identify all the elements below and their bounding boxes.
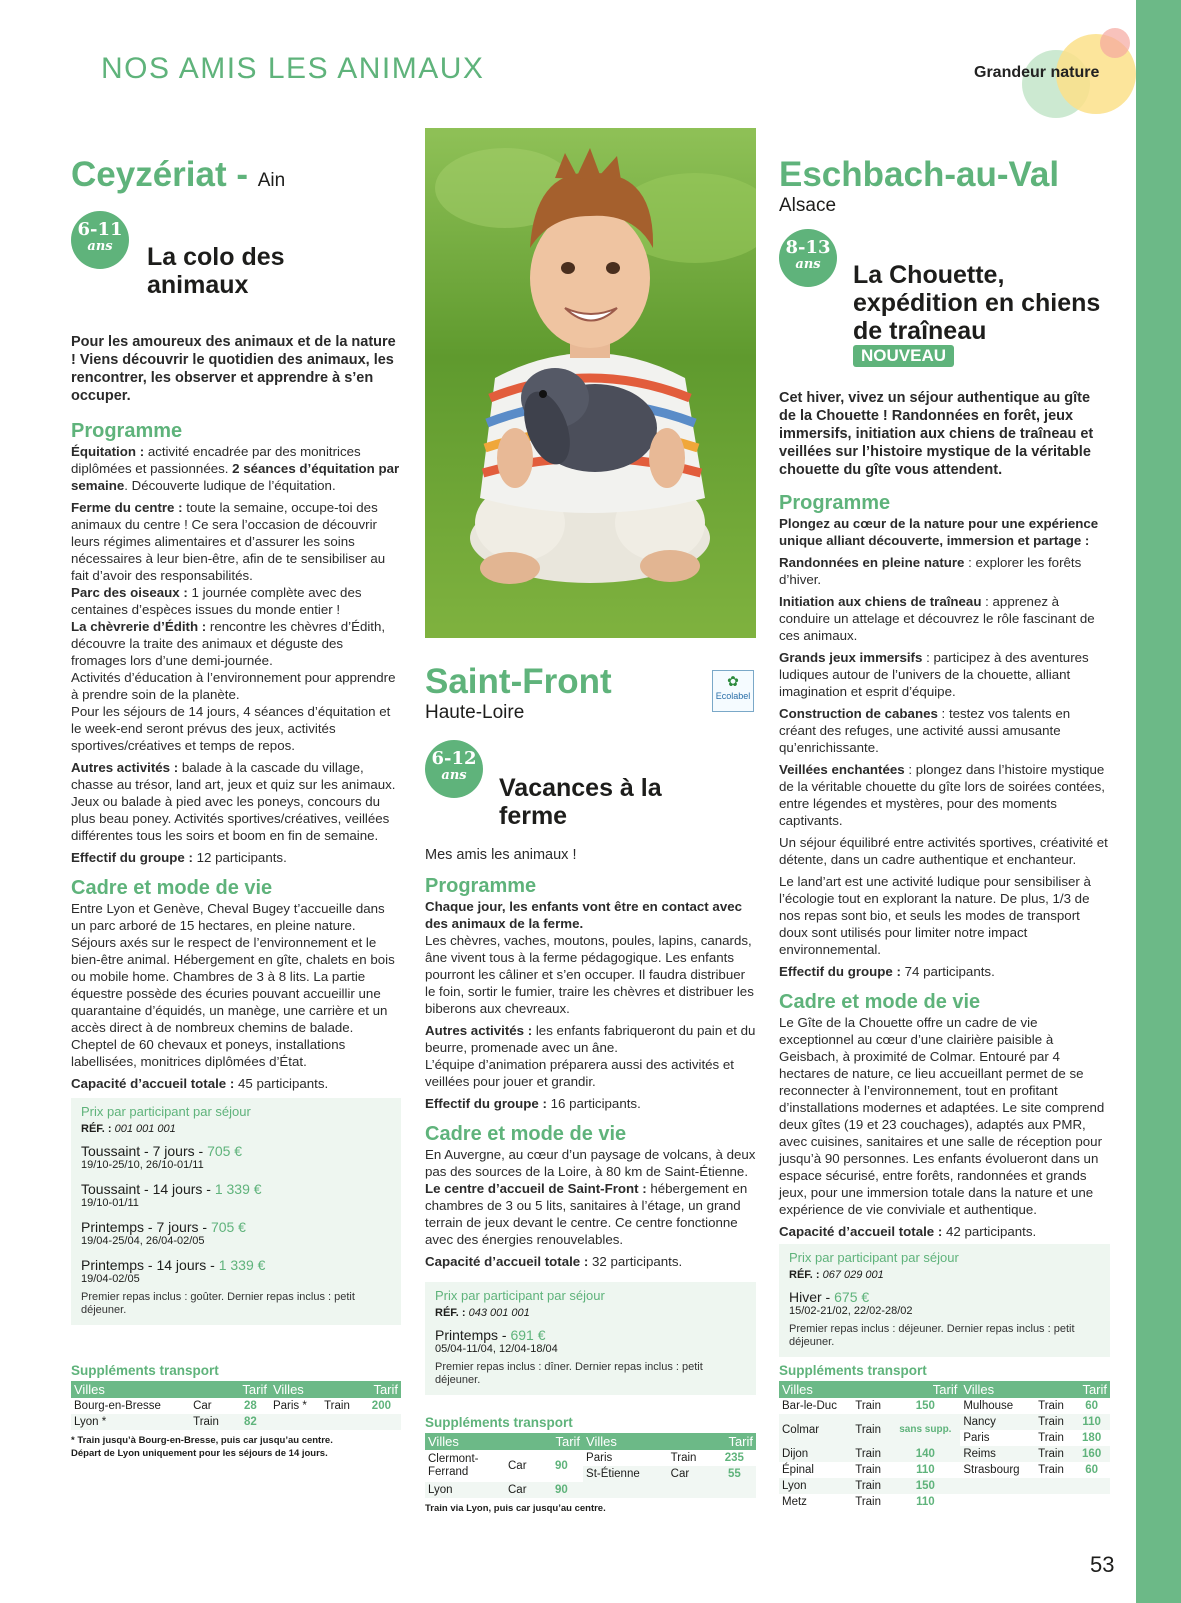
- cadre-heading: Cadre et mode de vie: [425, 1123, 627, 1145]
- cadre-heading: Cadre et mode de vie: [779, 991, 981, 1013]
- cadre-text: En Auvergne, au cœur d’un paysage de volcans, à deux pas des sources de la Loire, à 80 km de Saint-Étienne.: [425, 1147, 756, 1179]
- price-row: Hiver - 675 € 15/02-21/02, 22/02-28/02: [789, 1289, 913, 1317]
- effectif: Effectif du groupe : 16 participants.: [425, 1096, 641, 1111]
- price-box: [71, 1098, 401, 1325]
- equipe-text: L’équipe d’animation préparera aussi des activités et veillées pour jouer et grandir.: [425, 1057, 734, 1089]
- region-name: Alsace: [779, 195, 837, 216]
- programme-heading: Programme: [425, 875, 537, 897]
- programme-cabanes: Construction de cabanes : testez vos talents en créant des refuges, une activité aussi amusante qu’enrichissante.: [779, 706, 1071, 755]
- programme-ferme: Ferme du centre : toute la semaine, occupe-toi des animaux du centre ! Ce sera l’occasion de découvrir leurs régimes alimentaires et d’assurer les soins nécessaires à leur bien-être, afin de te sensibiliser au fait d’avoir des responsabilités.: [71, 500, 386, 583]
- new-badge: NOUVEAU: [853, 345, 954, 367]
- boy-with-rabbit-photo: [425, 128, 756, 638]
- price-row: Toussaint - 14 jours - 1 339 € 19/10-01/11: [81, 1181, 262, 1209]
- table-row: Lyon * Train 82: [71, 1414, 401, 1430]
- ecolabel-text: Ecolabel: [715, 691, 751, 701]
- transport-supplements: [779, 1363, 1110, 1510]
- meals-note: Premier repas inclus : déjeuner. Dernier repas inclus : petit déjeuner.: [789, 1323, 1075, 1348]
- effectif: Effectif du groupe : 74 participants.: [779, 964, 995, 979]
- programme-heading: Programme: [779, 492, 891, 514]
- supplements-table: Villes Tarif Villes Tarif Bourg-en-Bresse Car 28 Paris * Train 200 Lyon * Train 82: [71, 1381, 401, 1430]
- programme-oiseaux: Parc des oiseaux : 1 journée complète avec des centaines d’espèces issues du monde entier !: [71, 585, 362, 617]
- cadre-text: Le Gîte de la Chouette offre un cadre de vie exceptionnel au cœur d’une clairière paisible à Geisbach, à proximité de Colmar. Entouré par 4 hectares de nature, ce lieu accueillant permet de se reconnecter à l’environnement, tout en profitant d’installations modernes et adaptées. Le site comprend deux gîtes (19 et 23 couchages), adaptés aux PMR, avec cuisines, sanitaires et une salle de réception pour jusqu’à 90 personnes. Les enfants évolueront dans un espace sécurisé, entre forêts, randonnées et grands jeux, pour une immersion totale dans la nature et une expérience de vie conviviale et authentique.: [779, 1015, 1105, 1217]
- autres-activites: Autres activités : les enfants fabriqueront du pain et du beurre, promenade avec un âne.: [425, 1023, 756, 1055]
- programme-14-jours: Pour les séjours de 14 jours, 4 séances d’équitation et le week-end seront prévus des jeux, activités sportives/créatives et temps de repos.: [71, 704, 391, 753]
- stay-title: La colo des animaux: [147, 243, 285, 299]
- landart-text: Le land’art est une activité ludique pour sensibiliser à l’écologie tout en explorant la nature. De plus, 1/3 de nos repas sont bio, et seuls les modes de transport doux sont utilisés pour limiter notre impact environnemental.: [779, 874, 1091, 957]
- programme-text: Les chèvres, vaches, moutons, poules, lapins, canards, âne vivent tous à la ferme pédagogique. Les enfants pourront les câliner et s’en occuper. Il faudra distribuer le foin, sortir le fumier, traire les chèvres et distribuer les biberons aux chevreaux.: [425, 933, 754, 1016]
- table-row: Épinal Train 110 Strasbourg Train 60: [782, 1464, 1099, 1476]
- reference: RÉF. : 043 001 001: [435, 1307, 530, 1319]
- meals-note: Premier repas inclus : goûter. Dernier repas inclus : petit déjeuner.: [81, 1291, 355, 1316]
- footnote: Train via Lyon, puis car jusqu’au centre.: [425, 1503, 606, 1514]
- table-row: St-Étienne Car 55: [425, 1466, 756, 1482]
- table-row: Dijon Train 140 Reims Train 160: [779, 1446, 1110, 1462]
- page-number: 53: [1090, 1552, 1115, 1577]
- ceyzeriat-column: [71, 155, 401, 1460]
- age-badge: 8-13 ans: [779, 229, 837, 287]
- table-row: Bar-le-Duc Train 150 Mulhouse Train 60: [782, 1400, 1099, 1412]
- transport-supplements: [425, 1415, 756, 1515]
- stay-title: Vacances à la ferme: [499, 774, 662, 830]
- meals-note: Premier repas inclus : dîner. Dernier repas inclus : petit déjeuner.: [435, 1361, 703, 1386]
- programme-chevrerie: La chèvrerie d’Édith : rencontre les chèvres d’Édith, découvre la traite des animaux et déguste des fromages lors d’une demi-journée.: [71, 619, 386, 668]
- price-box: [425, 1282, 756, 1395]
- programme-jeux: Grands jeux immersifs : participez à des aventures ludiques autour de l’univers de la chouette, alliant imagination et esprit d’équipe.: [779, 650, 1089, 699]
- effectif: Effectif du groupe : 12 participants.: [71, 850, 287, 865]
- saint-front-column: [425, 662, 756, 1515]
- supplements-table: Villes Tarif Villes Tarif Clermont-Ferrand Car 90 Paris Train 235 St-Étienne Car 55 Lyon Car 90: [425, 1433, 756, 1498]
- table-row: Bourg-en-Bresse Car 28 Paris * Train 200: [74, 1400, 391, 1412]
- pink-circle-icon: [1100, 28, 1130, 58]
- price-row: Toussaint - 7 jours - 705 € 19/10-25/10, 26/10-01/11: [81, 1143, 243, 1171]
- price-heading: Prix par participant par séjour: [789, 1250, 959, 1265]
- price-row: Printemps - 7 jours - 705 € 19/04-25/04, 26/04-02/05: [81, 1219, 246, 1247]
- photo-illustration: [425, 128, 756, 638]
- age-badge: 6-12 ans: [425, 740, 483, 798]
- city-name: Saint-Front: [425, 662, 612, 701]
- programme-lead: Plongez au cœur de la nature pour une expérience unique alliant découverte, immersion et partage :: [779, 516, 1099, 548]
- programme-rando: Randonnées en pleine nature : explorer les forêts d’hiver.: [779, 555, 1082, 587]
- intro-text: Cet hiver, vivez un séjour authentique au gîte de la Chouette ! Randonnées en forêt, jeux immersifs, initiation aux chiens de traîneau et veillées sur l’histoire mystique de la véritable chouette du gîte vous attendent.: [779, 390, 1094, 478]
- programme-initiation: Initiation aux chiens de traîneau : apprenez à conduire un attelage et découvrez le rôle fascinant de ces animaux.: [779, 594, 1095, 643]
- region-name: Haute-Loire: [425, 702, 525, 723]
- equilibre-text: Un séjour équilibré entre activités sportives, créativité et détente, dans un cadre authentique et enchanteur.: [779, 835, 1108, 867]
- centre-text: Le centre d’accueil de Saint-Front : hébergement en chambres de 3 ou 5 lits, sanitaires à l’étage, un grand terrain de jeux devant le centre. Ce centre fonctionne avec des énergies renouvelables.: [425, 1181, 748, 1247]
- capacite: Capacité d’accueil totale : 32 participants.: [425, 1254, 683, 1269]
- supplements-table: Villes Tarif Villes Tarif Bar-le-Duc Train 150 Mulhouse Train 60 Colmar Train sans supp. Nancy Train 110 Paris Train 180 Dijon Train 140 Reims Train 160 Épinal Train 110 Strasbourg Train 60 Lyon Train 150 Metz Train 110: [779, 1381, 1110, 1510]
- programme-veillees: Veillées enchantées : plongez dans l’histoire mystique de la véritable chouette du gîte lors de soirées contées, entre légendes et mystères, pour des moments captivants.: [779, 762, 1105, 828]
- autres-activites: Autres activités : balade à la cascade du village, chasse au trésor, land art, jeux et quiz sur les animaux. Jeux ou balade à pied avec les poneys, concours du plus beau poney. Activités sportives/créatives, veillées différentes tous les soirs et boom en fin de semaine.: [71, 760, 396, 843]
- price-box: [779, 1244, 1110, 1357]
- reference: RÉF. : 067 029 001: [789, 1269, 884, 1281]
- table-row: Lyon Train 150: [779, 1478, 1110, 1494]
- table-row: Metz Train 110: [779, 1494, 1110, 1510]
- section-title: NOS AMIS LES ANIMAUX: [101, 52, 485, 85]
- price-row: Printemps - 14 jours - 1 339 € 19/04-02/05: [81, 1257, 266, 1285]
- footnote: * Train jusqu’à Bourg-en-Bresse, puis car jusqu’au centre. Départ de Lyon uniquement pour les séjours de 14 jours.: [71, 1435, 333, 1459]
- capacite: Capacité d’accueil totale : 42 participants.: [779, 1224, 1037, 1239]
- programme-education: Activités d’éducation à l’environnement pour apprendre à prendre soin de la planète.: [71, 670, 396, 702]
- category-badge: [960, 28, 1130, 118]
- capacite: Capacité d’accueil totale : 45 participants.: [71, 1076, 329, 1091]
- flower-icon: ✿: [727, 673, 739, 689]
- table-row: Clermont-Ferrand Car 90 Paris Train 235: [428, 1452, 744, 1478]
- cadre-heading: Cadre et mode de vie: [71, 877, 273, 899]
- side-color-band: [1136, 0, 1181, 1603]
- intro-text: Mes amis les animaux !: [425, 847, 577, 863]
- supplements-heading: Suppléments transport: [779, 1363, 927, 1378]
- stay-title: La Chouette, expédition en chiens de traîneau: [853, 261, 1101, 345]
- supplements-heading: Suppléments transport: [425, 1415, 573, 1430]
- category-badge-label: Grandeur nature: [974, 64, 1100, 81]
- table-row: Paris Train 180: [963, 1432, 1102, 1444]
- intro-text: Pour les amoureux des animaux et de la nature ! Viens découvrir le quotidien des animaux, les rencontrer, les observer et apprendre à s’en occuper.: [71, 334, 396, 404]
- price-heading: Prix par participant par séjour: [435, 1288, 605, 1303]
- cadre-text: Entre Lyon et Genève, Cheval Bugey t’accueille dans un parc arboré de 15 hectares, en pleine nature. Séjours axés sur le respect de l’environnement et le bien-être animal. Hébergement en gîte, chalets en bois ou mobile home. Chambres de 3 à 8 lits. La partie équestre possède des écuries pouvant accueillir une quarantaine d’équidés, un manège, une carrière et un accès direct à de nombreux chemins de balade. Cheptel de 60 chevaux et poneys, installations labellisées, monitrices diplômées d’État.: [71, 901, 395, 1069]
- table-row: Lyon Car 90: [425, 1482, 756, 1498]
- transport-supplements: [71, 1363, 401, 1460]
- city-name: Eschbach-au-Val: [779, 155, 1060, 194]
- programme-heading: Programme: [71, 420, 183, 442]
- programme-lead: Chaque jour, les enfants vont être en contact avec des animaux de la ferme.: [425, 899, 743, 931]
- price-heading: Prix par participant par séjour: [81, 1104, 251, 1119]
- price-row: Printemps - 691 € 05/04-11/04, 12/04-18/04: [435, 1327, 558, 1355]
- reference: RÉF. : 001 001 001: [81, 1123, 176, 1135]
- age-badge: 6-11 ans: [71, 211, 129, 269]
- table-row: Colmar Train sans supp. Nancy Train 110: [779, 1414, 1110, 1430]
- programme-equitation: Équitation : activité encadrée par des monitrices diplômées et passionnées. 2 séances d’équitation par semaine. Découverte ludique de l’équitation.: [71, 444, 400, 493]
- eschbach-column: [779, 155, 1110, 1510]
- city-name: Ceyzériat - Ain: [71, 155, 286, 194]
- supplements-heading: Suppléments transport: [71, 1363, 219, 1378]
